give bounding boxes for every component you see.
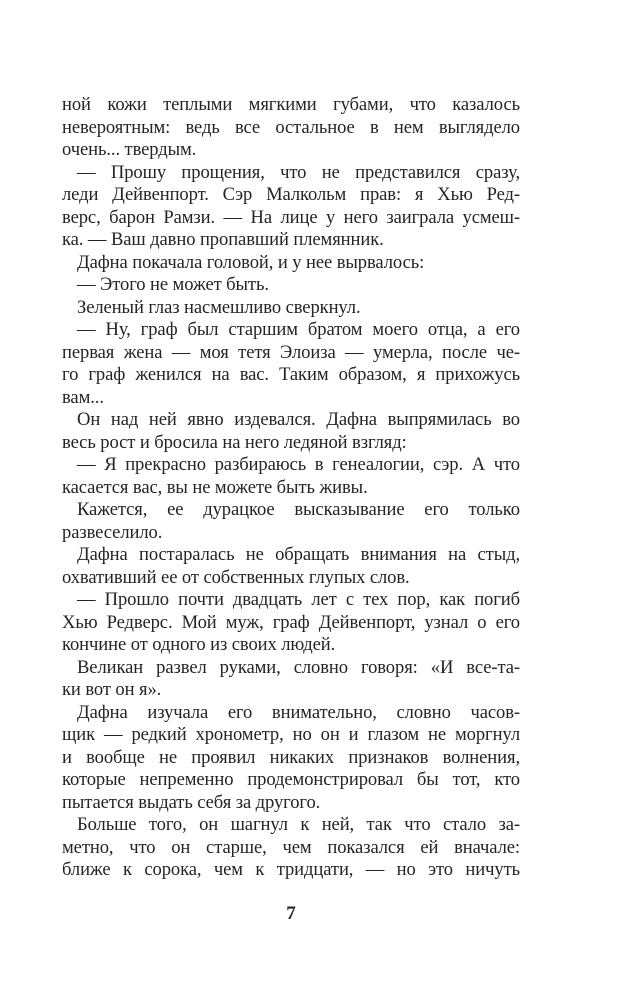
paragraph [62, 274, 520, 297]
text-line: кончине от одного из своих людей. [62, 634, 336, 655]
text-line: развеселило. [62, 521, 163, 543]
text-line: и вообще не проявил никаких признаков волнения, [62, 746, 520, 768]
text-line: — Я прекрасно разбираюсь в генеалогии, сэр. А что [77, 454, 520, 475]
text-column [62, 94, 520, 882]
paragraph [62, 297, 520, 320]
text-line: касается вас, вы не можете быть живы. [62, 476, 368, 498]
paragraph [62, 589, 520, 657]
paragraph [62, 657, 520, 702]
paragraph [62, 252, 520, 275]
text-line: ной кожи теплыми мягкими губами, что казалось [62, 94, 520, 115]
paragraph [62, 814, 520, 882]
text-line: очень... твердым. [62, 139, 197, 160]
paragraph [62, 499, 520, 544]
text-line: метно, что он старше, чем показался ей вначале: [62, 836, 520, 858]
text-line: вам... [62, 386, 104, 408]
text-line: Он над ней явно издевался. Дафна выпрямилась во [77, 409, 520, 430]
text-line: го граф женился на вас. Таким образом, я прихожусь [62, 364, 520, 385]
text-line: Кажется, ее дурацкое высказывание его только [77, 499, 520, 520]
text-line: ки вот он я». [62, 679, 162, 700]
text-line: — Прошу прощения, что не представился сразу, [77, 161, 520, 183]
text-line: первая жена — моя тетя Элоиза — умерла, после че- [62, 341, 520, 363]
text-line: Хью Редверс. Мой муж, граф Дейвенпорт, узнал о его [62, 611, 520, 633]
text-line: — Прошло почти двадцать лет с тех пор, как погиб [77, 589, 520, 610]
text-line: леди Дейвенпорт. Сэр Малкольм прав: я Хью Ред- [62, 184, 520, 205]
text-line: Дафна покачала головой, и у нее вырвалось: [77, 251, 425, 273]
text-line: Великан развел руками, словно говоря: «И все-та- [77, 656, 520, 678]
text-line: — Этого не может быть. [77, 274, 269, 295]
paragraph [62, 162, 520, 252]
text-line: Больше того, он шагнул к ней, так что стало за- [77, 814, 520, 835]
text-line: Дафна изучала его внимательно, словно часов- [77, 701, 520, 723]
text-line: пытается выдать себя за другого. [62, 791, 321, 813]
text-line: щик — редкий хронометр, но он и глазом не моргнул [62, 724, 520, 745]
text-line: — Ну, граф был старшим братом моего отца, а его [77, 319, 520, 340]
paragraph [62, 319, 520, 409]
text-line: ближе к сорока, чем к тридцати, — но это ничуть [62, 859, 520, 880]
text-line: невероятным: ведь все остальное в нем выглядело [62, 116, 520, 138]
text-line: весь рост и бросила на него ледяной взгляд: [62, 431, 407, 453]
text-line: охвативший ее от собственных глупых слов. [62, 566, 410, 588]
paragraph [62, 94, 520, 162]
text-line: Зеленый глаз насмешливо сверкнул. [77, 296, 361, 318]
text-line: Дафна постаралась не обращать внимания на стыд, [77, 544, 520, 565]
text-line: которые непременно продемонстрировал бы тот, кто [62, 769, 520, 790]
text-line: верс, барон Рамзи. — На лице у него заиграла усмеш- [62, 206, 520, 228]
paragraph [62, 454, 520, 499]
page-number: 7 [286, 903, 296, 924]
text-line: ка. — Ваш давно пропавший племянник. [62, 229, 384, 250]
paragraph [62, 702, 520, 815]
paragraph [62, 409, 520, 454]
paragraph [62, 544, 520, 589]
